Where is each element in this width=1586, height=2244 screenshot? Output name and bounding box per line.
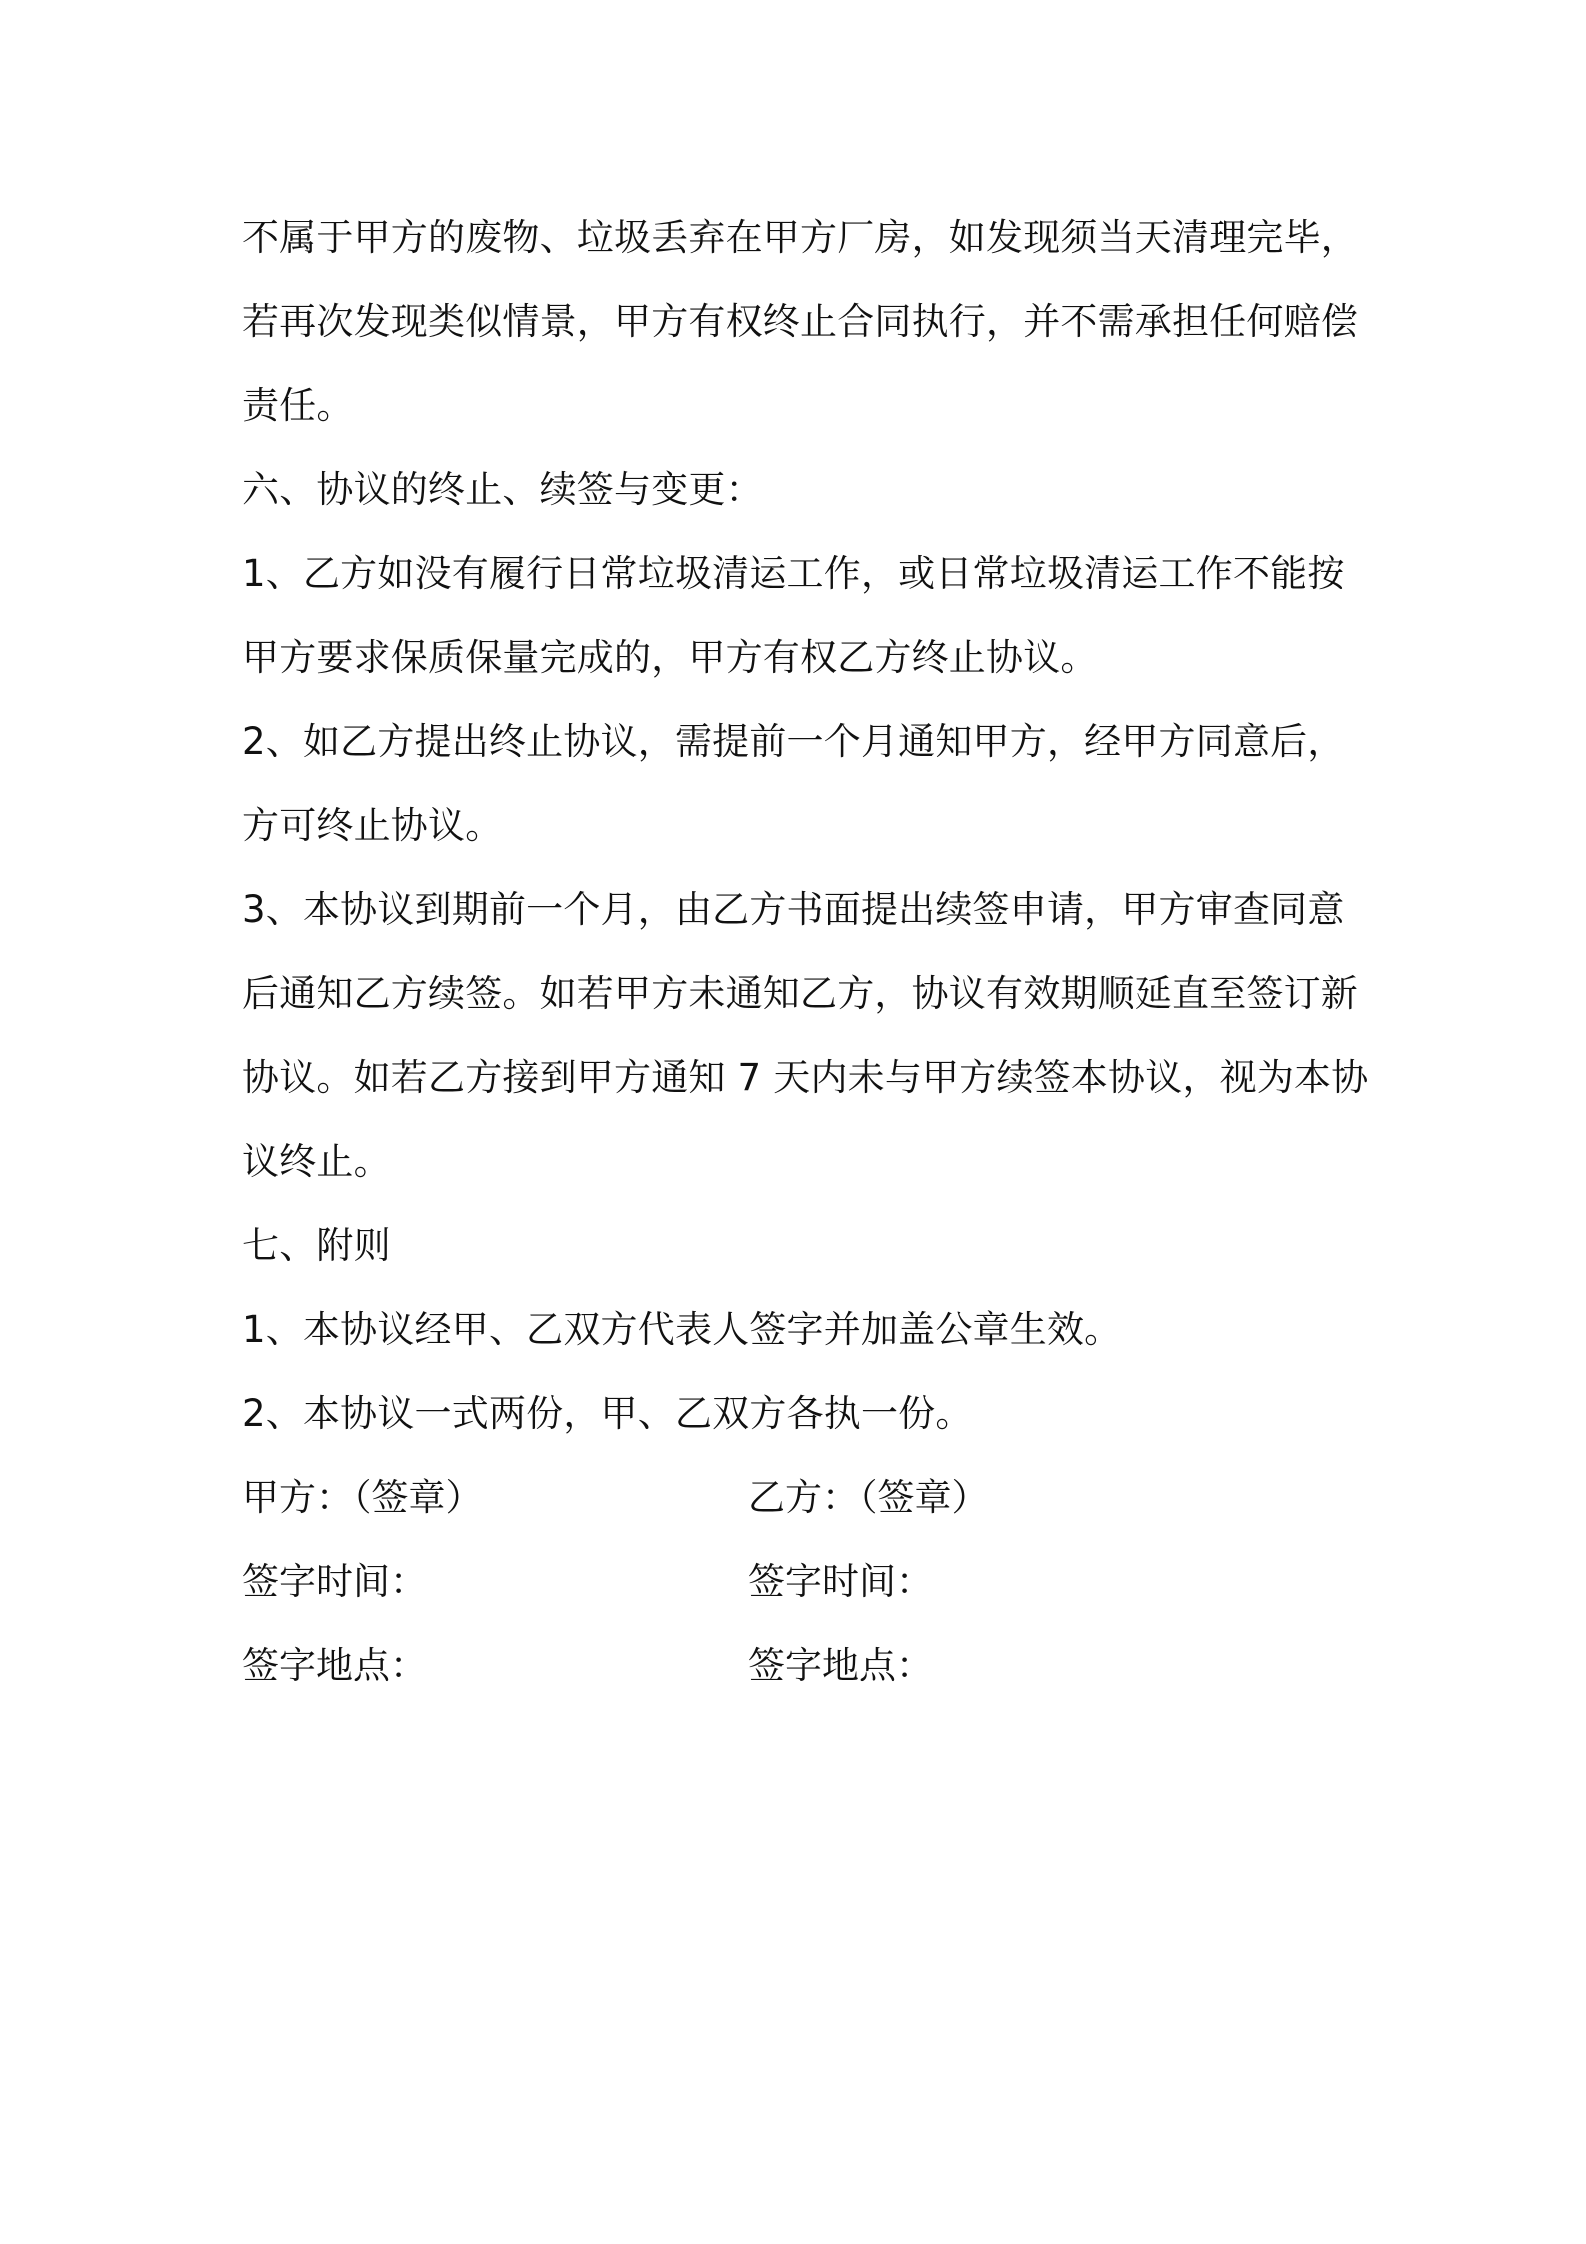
text-line: 1、乙方如没有履行日常垃圾清运工作，或日常垃圾清运工作不能按 [242,552,1345,595]
text-line: 1、本协议经甲、乙双方代表人签字并加盖公章生效。 [242,1308,1122,1351]
text-line: 协议。如若乙方接到甲方通知 7 天内未与甲方续签本协议，视为本协 [242,1056,1369,1099]
party-a-sign-time: 签字时间： [242,1560,427,1603]
text-line: 方可终止协议。 [242,804,503,847]
text-line: 3、本协议到期前一个月，由乙方书面提出续签申请，甲方审查同意 [242,888,1345,931]
party-a-sign-place: 签字地点： [242,1644,427,1687]
text-line: 2、本协议一式两份，甲、乙双方各执一份。 [242,1392,973,1435]
text-line: 不属于甲方的废物、垃圾丢弃在甲方厂房，如发现须当天清理完毕， [242,216,1358,259]
document-body [242,196,1369,1708]
text-line: 议终止。 [242,1140,391,1183]
signature-time-row [242,1540,1362,1624]
party-b-seal: 乙方：（签章） [748,1476,989,1519]
text-line: 后通知乙方续签。如若甲方未通知乙方，协议有效期顺延直至签订新 [242,972,1358,1015]
signature-seal-row [242,1456,1362,1540]
party-b-sign-time: 签字时间： [748,1560,933,1603]
text-line: 甲方要求保质保量完成的，甲方有权乙方终止协议。 [242,636,1098,679]
section-heading-appendix: 七、附则 [242,1224,391,1267]
section-heading-termination: 六、协议的终止、续签与变更： [242,468,763,511]
signature-place-row [242,1624,1362,1708]
party-a-seal: 甲方：（签章） [242,1476,483,1519]
party-b-sign-place: 签字地点： [748,1644,933,1687]
text-line: 2、如乙方提出终止协议，需提前一个月通知甲方，经甲方同意后， [242,720,1345,763]
text-line: 责任。 [242,384,354,427]
text-line: 若再次发现类似情景，甲方有权终止合同执行，并不需承担任何赔偿 [242,300,1358,343]
